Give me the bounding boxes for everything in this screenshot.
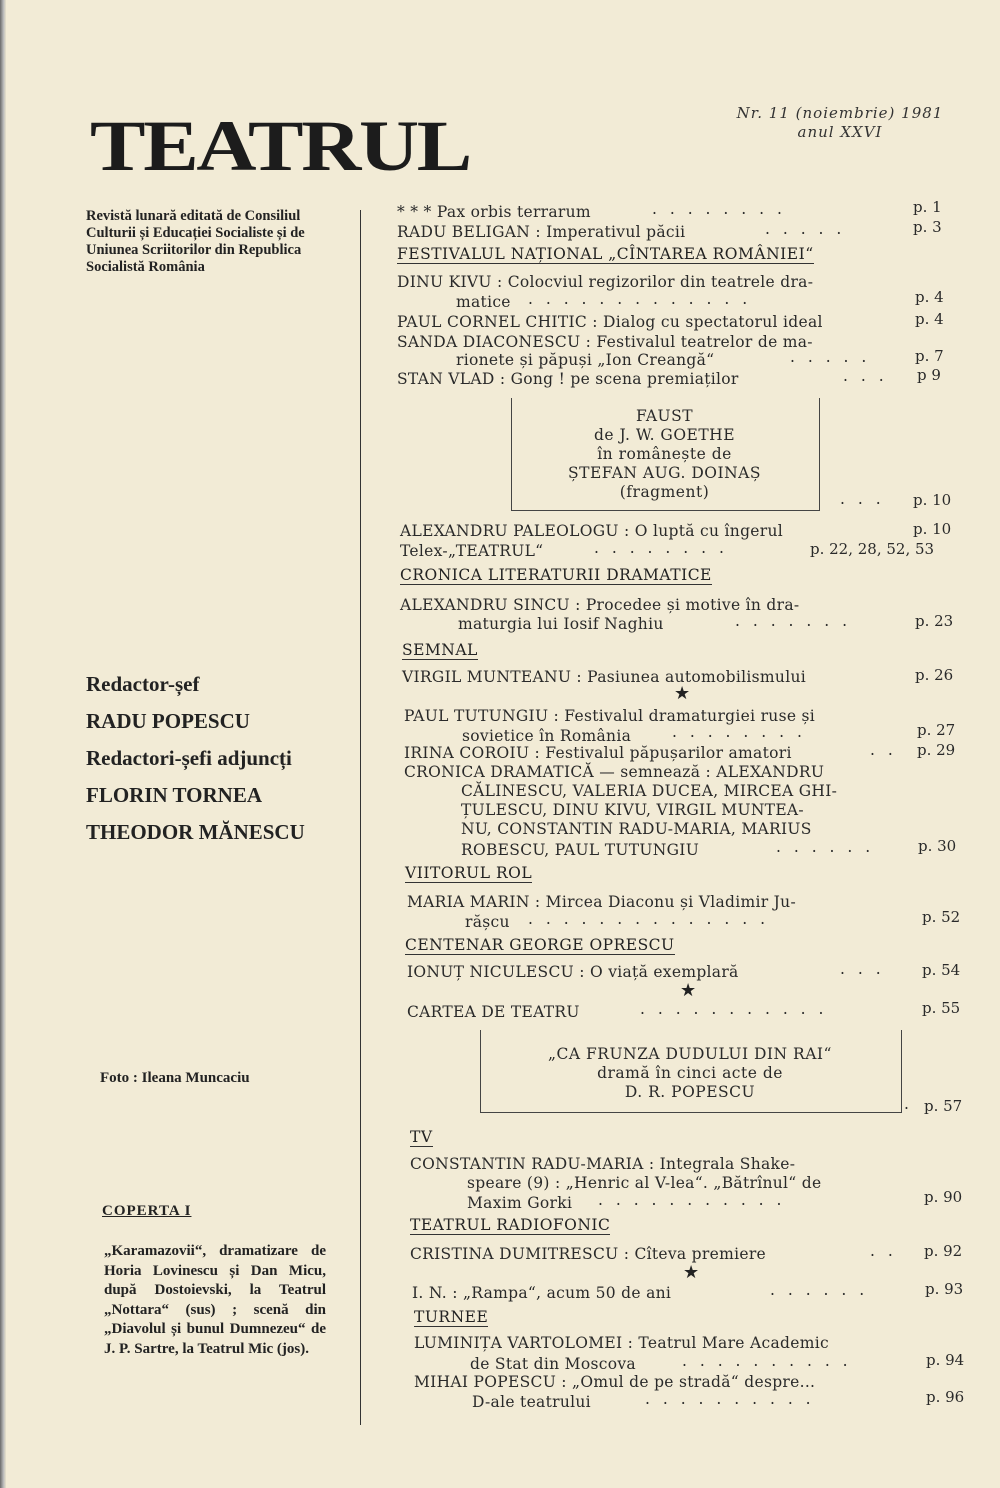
dot-leader: . . . . . . . . . . <box>645 1390 815 1408</box>
deputy-name: FLORIN TORNEA <box>86 783 263 807</box>
toc-entry: D-ale teatrului <box>472 1393 591 1411</box>
toc-entry: PAUL TUTUNGIU : Festivalul dramaturgiei ruse și <box>404 707 816 725</box>
play-translation: în românește de <box>597 445 732 463</box>
toc-entry: MIHAI POPESCU : „Omul de pe stradă“ despre... <box>414 1373 816 1391</box>
photo-credit: Foto : Ileana Muncaciu <box>100 1070 250 1086</box>
page-ref: p. 4 <box>915 288 944 306</box>
toc-entry: sovietice în România <box>462 727 632 745</box>
featured-play-text <box>480 1045 900 1102</box>
toc-entry: SANDA DIACONESCU : Festivalul teatrelor de ma- <box>397 333 813 351</box>
toc-entry: ROBESCU, PAUL TUTUNGIU <box>461 841 700 859</box>
play-title: FAUST <box>635 407 694 425</box>
dot-leader: . . . . . . . . <box>652 200 786 218</box>
star-separator-icon: ★ <box>674 683 691 704</box>
page-ref: p. 23 <box>915 612 954 630</box>
deputies-label: Redactori-șefi adjuncți <box>86 746 292 770</box>
editor-label: Redactor-șef <box>86 672 200 696</box>
column-divider <box>360 210 361 1425</box>
page-ref: p. 26 <box>915 666 954 684</box>
section-heading: SEMNAL <box>402 641 478 659</box>
toc-entry: CĂLINESCU, VALERIA DUCEA, MIRCEA GHI- <box>461 782 838 800</box>
page-ref: p. 55 <box>922 999 961 1017</box>
toc-entry: DINU KIVU : Colocviul regizorilor din teatrele dra- <box>397 273 814 291</box>
section-heading: VIITORUL ROL <box>405 864 533 882</box>
toc-entry: NU, CONSTANTIN RADU-MARIA, MARIUS <box>461 820 812 838</box>
toc-entry: ȚULESCU, DINU KIVU, VIRGIL MUNTEA- <box>461 801 804 819</box>
dot-leader: . . . . . . . . . . . . . <box>528 290 752 308</box>
svg-text:TEATRUL: TEATRUL <box>90 108 470 178</box>
page-ref: p. 93 <box>925 1280 964 1298</box>
toc-entry: maturgia lui Iosif Naghiu <box>458 615 664 633</box>
issue-number: Nr. 11 (noiembrie) 1981 <box>736 104 944 122</box>
page-ref: p. 30 <box>918 837 957 855</box>
dot-leader: . . . <box>840 960 885 978</box>
deputy-name: THEODOR MĂNESCU <box>86 820 305 844</box>
featured-play-text <box>511 407 818 502</box>
toc-entry: IONUȚ NICULESCU : O viață exemplară <box>407 963 739 981</box>
editor-name: RADU POPESCU <box>86 709 250 733</box>
play-note: (fragment) <box>619 483 710 501</box>
page-ref: p 9 <box>917 366 941 384</box>
toc-entry: IRINA COROIU : Festivalul păpușarilor amatori <box>404 744 792 762</box>
toc-entry: RADU BELIGAN : Imperativul păcii <box>397 223 686 241</box>
play-author: de J. W. GOETHE <box>593 426 736 444</box>
star-separator-icon: ★ <box>683 1262 700 1283</box>
page-ref: p. 29 <box>917 741 956 759</box>
dot-leader: . . . . . . . . . . . <box>640 1000 828 1018</box>
dot-leader: . . . . . . . . <box>672 723 806 741</box>
dot-leader: . . . <box>843 367 888 385</box>
toc-entry: CRONICA DRAMATICĂ — semnează : ALEXANDRU <box>404 763 825 781</box>
page-ref: p. 57 <box>924 1097 963 1115</box>
dot-leader: . . . . . <box>790 348 871 366</box>
toc-entry: STAN VLAD : Gong ! pe scena premiaților <box>397 370 739 388</box>
page-ref: p. 10 <box>913 520 952 538</box>
toc-entry: CARTEA DE TEATRU <box>407 1003 580 1021</box>
toc-entry: rășcu <box>465 913 510 931</box>
dot-leader: . . . . . . . . . . . . . . <box>528 910 770 928</box>
section-heading: CENTENAR GEORGE OPRESCU <box>405 936 675 954</box>
toc-entry: ALEXANDRU PALEOLOGU : O luptă cu îngerul <box>400 522 784 540</box>
star-separator-icon: ★ <box>680 980 697 1001</box>
toc-entry: matice <box>456 293 511 311</box>
publisher-note: Revistă lunară editată de Consiliul Culturii și Educației Socialiste și de Uniunea Scriitorilor din Republica Socialistă România <box>86 208 305 275</box>
dot-leader: . . . . . . <box>776 838 875 856</box>
toc-entry: speare (9) : „Henric al V-lea“. „Bătrînul“ de <box>467 1174 822 1192</box>
toc-entry: PAUL CORNEL CHITIC : Dialog cu spectatorul ideal <box>397 313 823 331</box>
page-ref: p. 7 <box>915 347 944 365</box>
page-ref: p. 94 <box>926 1351 965 1369</box>
section-heading: CRONICA LITERATURII DRAMATICE <box>400 566 712 584</box>
dot-leader: . . <box>870 741 897 759</box>
dot-leader: . . . . . . . . . . . <box>598 1191 786 1209</box>
toc-entry: LUMINIȚA VARTOLOMEI : Teatrul Mare Academic <box>414 1334 829 1352</box>
dot-leader: . . . . . . . <box>735 612 852 630</box>
page-ref: p. 10 <box>913 491 952 509</box>
section-heading: FESTIVALUL NAȚIONAL „CÎNTAREA ROMÂNIEI“ <box>397 245 814 263</box>
page-ref: p. 52 <box>922 908 961 926</box>
toc-entry: ALEXANDRU SINCU : Procedee și motive în dra- <box>400 596 800 614</box>
dot-leader: . <box>904 1095 913 1113</box>
dot-leader: . . <box>870 1242 897 1260</box>
page-ref: p. 4 <box>915 310 944 328</box>
section-heading: TEATRUL RADIOFONIC <box>410 1216 611 1234</box>
toc-entry: Telex-„TEATRUL“ <box>400 542 544 560</box>
page-ref: p. 22, 28, 52, 53 <box>810 540 935 558</box>
page-ref: p. 90 <box>924 1188 963 1206</box>
page-ref: p. 1 <box>913 198 942 216</box>
play-translator: ȘTEFAN AUG. DOINAȘ <box>568 464 761 482</box>
dot-leader: . . . . . . . . <box>594 539 728 557</box>
toc-entry: CRISTINA DUMITRESCU : Cîteva premiere <box>410 1245 766 1263</box>
dot-leader: . . . . . . . . . . <box>682 1352 852 1370</box>
dot-leader: . . . . . . <box>770 1281 869 1299</box>
toc-entry: MARIA MARIN : Mircea Diaconu și Vladimir Ju- <box>407 893 796 911</box>
toc-entry: de Stat din Moscova <box>470 1355 636 1373</box>
play-title: „CA FRUNZA DUDULUI DIN RAI“ <box>548 1045 832 1063</box>
toc-entry: CONSTANTIN RADU-MARIA : Integrala Shake- <box>410 1155 796 1173</box>
section-heading: TV <box>410 1128 433 1146</box>
page-ref: p. 3 <box>913 218 942 236</box>
toc-entry: I. N. : „Rampa“, acum 50 de ani <box>412 1284 672 1302</box>
toc-entry: rionete și păpuși „Ion Creangă“ <box>456 351 715 369</box>
issue-year: anul XXVI <box>797 123 883 141</box>
page-ref: p. 27 <box>917 721 956 739</box>
page-ref: p. 54 <box>922 961 961 979</box>
cover-caption: „Karamazovii“, dramatizare de Horia Lovinescu și Dan Micu, după Dostoievski, la Teatrul „Nottara“ (sus) ; scenă din „Diavolul și bunul Dumnezeu“ de J. P. Sartre, la Teatrul Mic (jos). <box>104 1243 326 1357</box>
page-ref: p. 96 <box>926 1388 965 1406</box>
page-ref: p. 92 <box>924 1242 963 1260</box>
dot-leader: . . . . . <box>765 220 846 238</box>
play-description: dramă în cinci acte de <box>597 1064 783 1082</box>
play-author: D. R. POPESCU <box>624 1083 756 1101</box>
toc-entry: Maxim Gorki <box>467 1194 573 1212</box>
toc-entry: VIRGIL MUNTEANU : Pasiunea automobilismului <box>402 668 806 686</box>
dot-leader: . . . <box>840 490 885 508</box>
cover-title: COPERTA I <box>102 1203 192 1219</box>
toc-entry: * * * Pax orbis terrarum <box>397 203 591 221</box>
section-heading: TURNEE <box>414 1308 489 1326</box>
